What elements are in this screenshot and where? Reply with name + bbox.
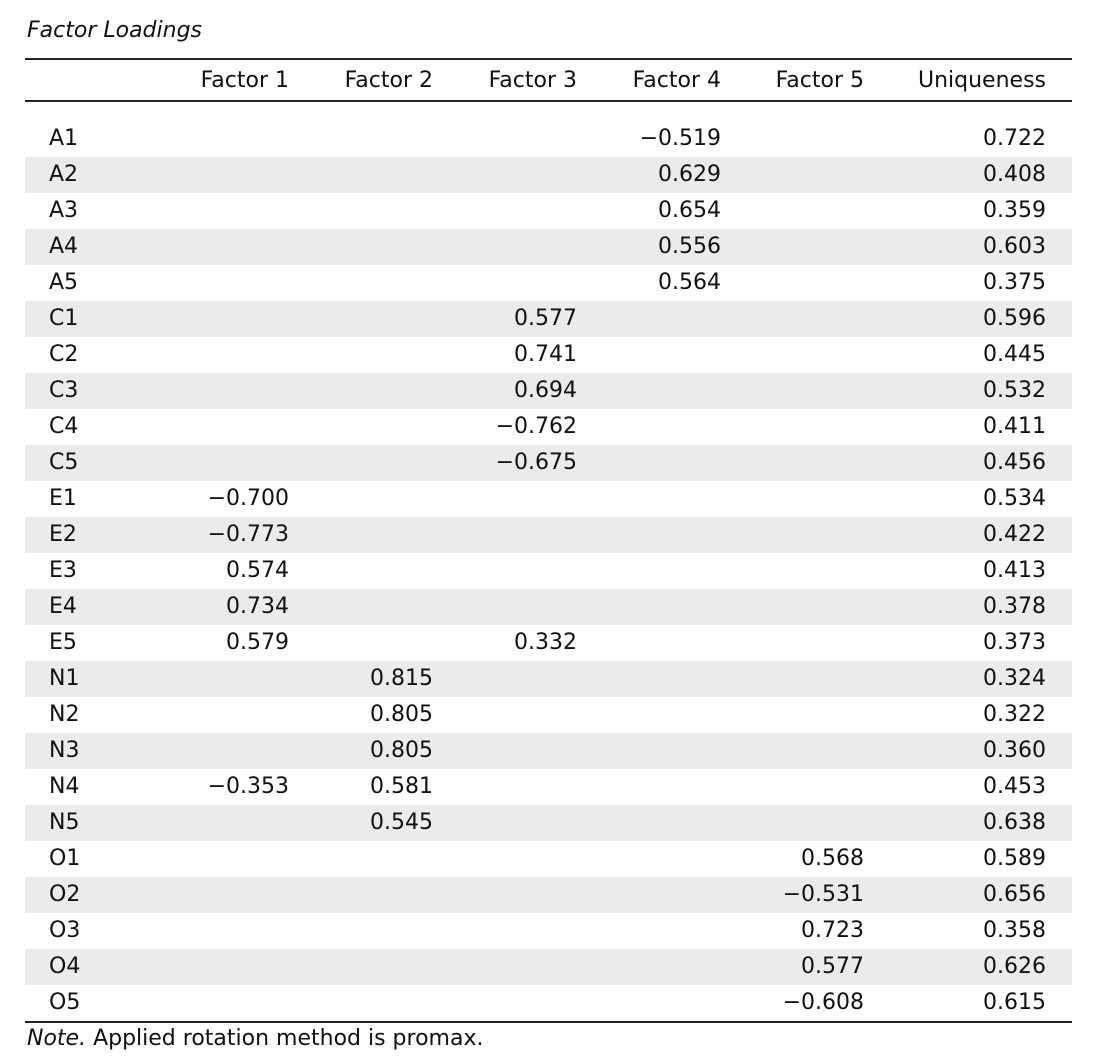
row-label: O2 bbox=[49, 882, 81, 907]
factor-5-cell: 0.723 bbox=[801, 918, 864, 943]
row-label: A5 bbox=[49, 270, 79, 295]
table-note bbox=[27, 1024, 483, 1054]
row-label: N3 bbox=[49, 738, 80, 763]
uniqueness-cell: 0.638 bbox=[983, 810, 1046, 835]
table-row bbox=[25, 805, 1072, 841]
note-prefix: Note. bbox=[27, 1026, 87, 1051]
uniqueness-cell: 0.445 bbox=[983, 342, 1046, 367]
row-label: O5 bbox=[49, 990, 81, 1015]
uniqueness-cell: 0.322 bbox=[983, 702, 1046, 727]
note-text: Applied rotation method is promax. bbox=[86, 1026, 484, 1051]
table-row bbox=[25, 877, 1072, 913]
uniqueness-cell: 0.411 bbox=[983, 414, 1046, 439]
factor-2-cell: 0.815 bbox=[370, 666, 433, 691]
factor-4-cell: −0.519 bbox=[639, 126, 721, 151]
row-label: A3 bbox=[49, 198, 79, 223]
table-row bbox=[25, 589, 1072, 625]
row-label: A4 bbox=[49, 234, 79, 259]
factor-3-cell: 0.577 bbox=[514, 306, 577, 331]
uniqueness-cell: 0.534 bbox=[983, 486, 1046, 511]
table-row bbox=[25, 265, 1072, 301]
row-label: O3 bbox=[49, 918, 81, 943]
factor-3-cell: 0.741 bbox=[514, 342, 577, 367]
table-row bbox=[25, 985, 1072, 1021]
uniqueness-cell: 0.373 bbox=[983, 630, 1046, 655]
table-row bbox=[25, 121, 1072, 157]
table-row bbox=[25, 913, 1072, 949]
factor-5-cell: 0.568 bbox=[801, 846, 864, 871]
table-bottom-rule bbox=[25, 1021, 1072, 1023]
row-label: C1 bbox=[49, 306, 79, 331]
row-label: C5 bbox=[49, 450, 79, 475]
factor-2-cell: 0.805 bbox=[370, 702, 433, 727]
column-header-uniqueness: Uniqueness bbox=[917, 68, 1046, 93]
factor-3-cell: −0.762 bbox=[495, 414, 577, 439]
uniqueness-cell: 0.378 bbox=[983, 594, 1046, 619]
factor-1-cell: 0.574 bbox=[226, 558, 289, 583]
table-header-rule bbox=[25, 100, 1072, 102]
table-row bbox=[25, 625, 1072, 661]
table-row bbox=[25, 409, 1072, 445]
table-row bbox=[25, 769, 1072, 805]
row-label: N5 bbox=[49, 810, 80, 835]
table-row bbox=[25, 481, 1072, 517]
row-label: E5 bbox=[49, 630, 77, 655]
row-label: C2 bbox=[49, 342, 79, 367]
factor-2-cell: 0.545 bbox=[370, 810, 433, 835]
factor-1-cell: 0.734 bbox=[226, 594, 289, 619]
factor-3-cell: −0.675 bbox=[495, 450, 577, 475]
column-header-factor-5: Factor 5 bbox=[775, 68, 864, 93]
row-label: C4 bbox=[49, 414, 79, 439]
column-header-factor-3: Factor 3 bbox=[488, 68, 577, 93]
row-label: E1 bbox=[49, 486, 77, 511]
row-label: E4 bbox=[49, 594, 77, 619]
table-row bbox=[25, 949, 1072, 985]
uniqueness-cell: 0.358 bbox=[983, 918, 1046, 943]
factor-2-cell: 0.805 bbox=[370, 738, 433, 763]
table-row bbox=[25, 841, 1072, 877]
factor-4-cell: 0.564 bbox=[658, 270, 721, 295]
table-header bbox=[25, 62, 1072, 100]
factor-5-cell: −0.531 bbox=[782, 882, 864, 907]
row-label: N2 bbox=[49, 702, 80, 727]
uniqueness-cell: 0.453 bbox=[983, 774, 1046, 799]
factor-4-cell: 0.654 bbox=[658, 198, 721, 223]
row-label: O4 bbox=[49, 954, 81, 979]
table-row bbox=[25, 157, 1072, 193]
uniqueness-cell: 0.615 bbox=[983, 990, 1046, 1015]
factor-5-cell: 0.577 bbox=[801, 954, 864, 979]
uniqueness-cell: 0.413 bbox=[983, 558, 1046, 583]
table-row bbox=[25, 517, 1072, 553]
uniqueness-cell: 0.422 bbox=[983, 522, 1046, 547]
table-body bbox=[25, 121, 1072, 1021]
uniqueness-cell: 0.359 bbox=[983, 198, 1046, 223]
uniqueness-cell: 0.408 bbox=[983, 162, 1046, 187]
factor-4-cell: 0.556 bbox=[658, 234, 721, 259]
table-row bbox=[25, 553, 1072, 589]
table-row bbox=[25, 229, 1072, 265]
uniqueness-cell: 0.589 bbox=[983, 846, 1046, 871]
uniqueness-cell: 0.596 bbox=[983, 306, 1046, 331]
table-row bbox=[25, 193, 1072, 229]
uniqueness-cell: 0.603 bbox=[983, 234, 1046, 259]
table-title: Factor Loadings bbox=[27, 18, 203, 43]
uniqueness-cell: 0.532 bbox=[983, 378, 1046, 403]
table-row bbox=[25, 337, 1072, 373]
uniqueness-cell: 0.375 bbox=[983, 270, 1046, 295]
row-label: E2 bbox=[49, 522, 77, 547]
factor-1-cell: −0.353 bbox=[207, 774, 289, 799]
row-label: N4 bbox=[49, 774, 80, 799]
factor-5-cell: −0.608 bbox=[782, 990, 864, 1015]
factor-1-cell: −0.773 bbox=[207, 522, 289, 547]
uniqueness-cell: 0.722 bbox=[983, 126, 1046, 151]
row-label: C3 bbox=[49, 378, 79, 403]
row-label: A1 bbox=[49, 126, 79, 151]
factor-3-cell: 0.694 bbox=[514, 378, 577, 403]
table-row bbox=[25, 697, 1072, 733]
table-row bbox=[25, 733, 1072, 769]
row-label: E3 bbox=[49, 558, 77, 583]
column-header-factor-2: Factor 2 bbox=[344, 68, 433, 93]
uniqueness-cell: 0.656 bbox=[983, 882, 1046, 907]
row-label: O1 bbox=[49, 846, 81, 871]
table-row bbox=[25, 445, 1072, 481]
row-label: N1 bbox=[49, 666, 80, 691]
uniqueness-cell: 0.324 bbox=[983, 666, 1046, 691]
factor-4-cell: 0.629 bbox=[658, 162, 721, 187]
table-row bbox=[25, 373, 1072, 409]
factor-3-cell: 0.332 bbox=[514, 630, 577, 655]
table-row bbox=[25, 661, 1072, 697]
factor-2-cell: 0.581 bbox=[370, 774, 433, 799]
table-top-rule bbox=[25, 58, 1072, 60]
row-label: A2 bbox=[49, 162, 79, 187]
uniqueness-cell: 0.626 bbox=[983, 954, 1046, 979]
column-header-factor-1: Factor 1 bbox=[200, 68, 289, 93]
uniqueness-cell: 0.456 bbox=[983, 450, 1046, 475]
uniqueness-cell: 0.360 bbox=[983, 738, 1046, 763]
column-header-factor-4: Factor 4 bbox=[632, 68, 721, 93]
table-row bbox=[25, 301, 1072, 337]
factor-1-cell: −0.700 bbox=[207, 486, 289, 511]
factor-1-cell: 0.579 bbox=[226, 630, 289, 655]
